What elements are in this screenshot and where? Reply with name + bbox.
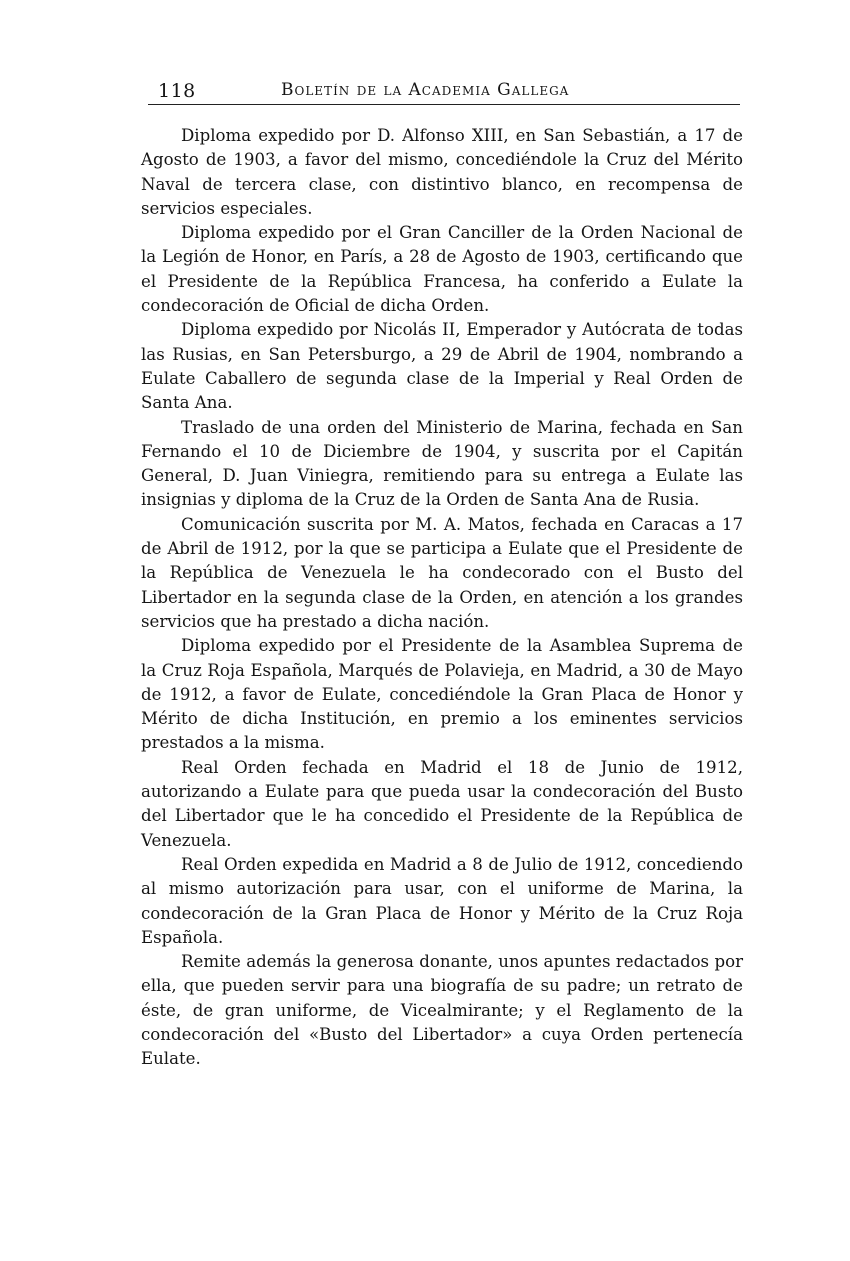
paragraph: Comunicación suscrita por M. A. Matos, fechada en Caracas a 17 de Abril de 1912, por la que se participa a Eulate que el Presidente de la República de Venezuela le ha condecorado con el Busto del Libertador en la segunda clase de la Orden, en atención a los grandes servicios que ha prestado a dicha nación.	[141, 514, 743, 631]
paragraph: Real Orden expedida en Madrid a 8 de Julio de 1912, concediendo al mismo autorización para usar, con el uniforme de Marina, la condecoración de la Gran Placa de Honor y Mérito de la Cruz Roja Española.	[141, 854, 743, 947]
header-rule	[148, 104, 740, 105]
paragraph: Diploma expedido por Nicolás II, Emperador y Autócrata de todas las Rusias, en San Petersburgo, a 29 de Abril de 1904, nombrando a Eulate Caballero de segunda clase de la Imperial y Real Orden de Santa Ana.	[141, 320, 743, 413]
paragraph: Diploma expedido por el Presidente de la Asamblea Suprema de la Cruz Roja Española, Marqués de Polavieja, en Madrid, a 30 de Mayo de 1912, a favor de Eulate, concediéndole la Gran Placa de Honor y Mérito de dicha Institución, en premio a los eminentes servicios prestados a la misma.	[141, 636, 743, 753]
paragraph: Traslado de una orden del Ministerio de Marina, fechada en San Fernando el 10 de Diciembre de 1904, y suscrita por el Capitán General, D. Juan Viniegra, remitiendo para su entrega a Eulate las insignias y diploma de la Cruz de la Orden de Santa Ana de Rusia.	[141, 417, 743, 510]
body-text	[141, 124, 743, 1072]
paragraph: Diploma expedido por D. Alfonso XIII, en San Sebastián, a 17 de Agosto de 1903, a favor del mismo, concediéndole la Cruz del Mérito Naval de tercera clase, con distintivo blanco, en recompensa de servicios especiales.	[141, 126, 743, 218]
paragraph: Remite además la generosa donante, unos apuntes redactados por ella, que pueden servir para una biografía de su padre; un retrato de éste, de gran uniforme, de Vicealmirante; y el Reglamento de la condecoración del «Busto del Libertador» a cuya Orden pertenecía Eulate.	[141, 952, 743, 1069]
paragraph: Diploma expedido por el Gran Canciller de la Orden Nacional de la Legión de Honor, en París, a 28 de Agosto de 1903, certificando que el Presidente de la República Francesa, ha conferido a Eulate la condecoración de Oficial de dicha Orden.	[141, 223, 743, 316]
page-number: 118	[158, 80, 196, 102]
running-title: Boletín de la Academia Gallega	[281, 80, 570, 100]
paragraph: Real Orden fechada en Madrid el 18 de Junio de 1912, autorizando a Eulate para que pueda usar la condecoración del Busto del Libertador que le ha concedido el Presidente de la República de Venezuela.	[141, 757, 743, 850]
page-header	[140, 80, 740, 106]
